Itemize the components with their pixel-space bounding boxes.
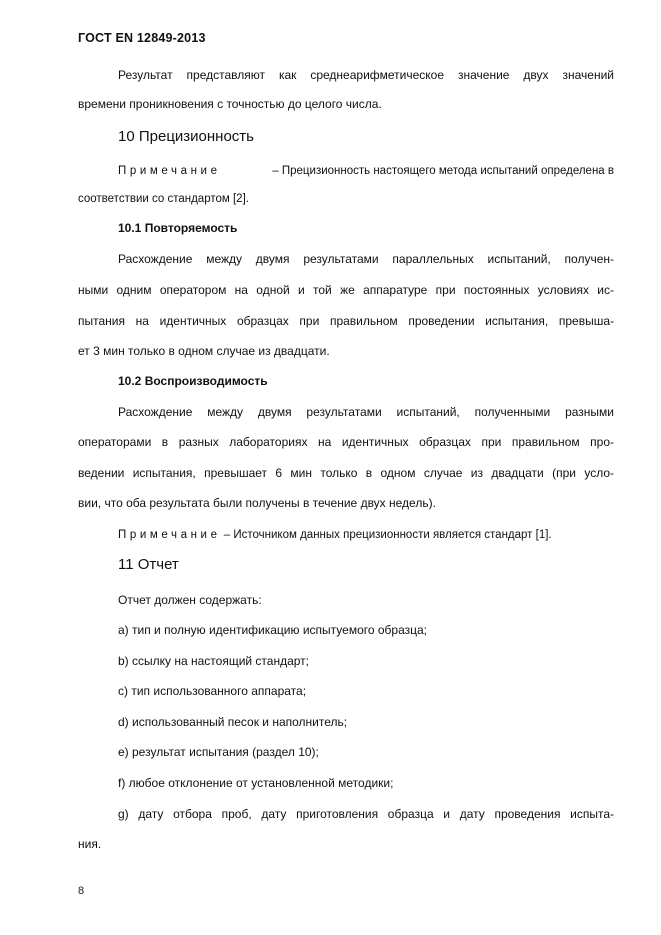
section-10-heading: 10 Прецизионность bbox=[118, 128, 254, 145]
repeatability-line-3: пытания на идентичных образцах при правильном проведении испытания, превыша- bbox=[78, 314, 614, 328]
report-item-e: e) результат испытания (раздел 10); bbox=[118, 745, 319, 759]
section-11-heading: 11 Отчет bbox=[118, 556, 179, 573]
report-item-c: c) тип использованного аппарата; bbox=[118, 684, 307, 698]
repeatability-line-4: ет 3 мин только в одном случае из двадцати. bbox=[78, 344, 330, 358]
report-item-f: f) любое отклонение от установленной методики; bbox=[118, 776, 394, 790]
reproducibility-line-4: вии, что оба результата были получены в течение двух недель). bbox=[78, 496, 436, 510]
result-paragraph-line-1: Результат представляют как среднеарифметическое значение двух значений bbox=[118, 68, 614, 82]
report-item-d: d) использованный песок и наполнитель; bbox=[118, 715, 348, 729]
section-10-2-heading: 10.2 Воспроизводимость bbox=[118, 374, 268, 388]
note-label: Примечание bbox=[118, 529, 221, 541]
report-item-a: а) тип и полную идентификацию испытуемого образца; bbox=[118, 623, 428, 637]
note-label: Примечание bbox=[118, 165, 221, 177]
section-10-1-heading: 10.1 Повторяемость bbox=[118, 221, 238, 235]
repeatability-line-1: Расхождение между двумя результатами параллельных испытаний, получен- bbox=[118, 252, 614, 266]
document-header: ГОСТ EN 12849-2013 bbox=[78, 31, 206, 45]
reproducibility-line-3: ведении испытания, превышает 6 мин только в одном случае из двадцати (при усло- bbox=[78, 466, 614, 480]
section-10-note-line-2: соответствии со стандартом [2]. bbox=[78, 193, 249, 205]
section-10-2-note bbox=[118, 527, 614, 543]
repeatability-line-2: ными одним оператором на одной и той же аппаратуре при постоянных условиях ис- bbox=[78, 283, 614, 297]
section-10-note-line-1 bbox=[118, 163, 614, 179]
report-intro: Отчет должен содержать: bbox=[118, 593, 262, 607]
note-text: – Источником данных прецизионности является стандарт [1]. bbox=[220, 529, 552, 541]
result-paragraph-line-2: времени проникновения с точностью до целого числа. bbox=[78, 97, 382, 111]
reproducibility-line-1: Расхождение между двумя результатами испытаний, полученными разными bbox=[118, 405, 614, 419]
report-item-g-continued: ния. bbox=[78, 837, 102, 851]
note-text: – Прецизионность настоящего метода испытаний определена в bbox=[272, 165, 614, 177]
report-item-g: g) дату отбора проб, дату приготовления образца и дату проведения испыта- bbox=[118, 807, 614, 821]
reproducibility-line-2: операторами в разных лабораториях на идентичных образцах при правильном про- bbox=[78, 435, 614, 449]
report-item-b: b) ссылку на настоящий стандарт; bbox=[118, 654, 310, 668]
page-number: 8 bbox=[78, 885, 85, 897]
